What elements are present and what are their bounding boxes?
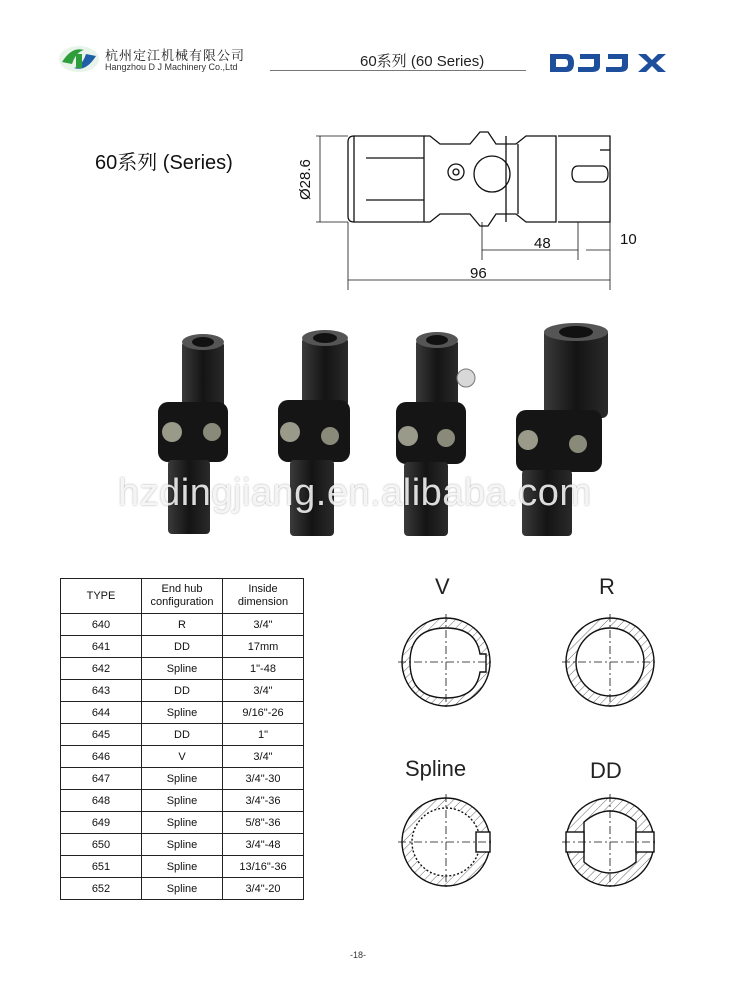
company-logo [58, 42, 100, 76]
dim-10: 10 [620, 231, 637, 248]
brand-logo [548, 50, 668, 76]
col-header-inside-dim: Inside dimension [223, 579, 304, 614]
company-name-cn: 杭州定江机械有限公司 [105, 48, 246, 63]
cell-end-hub: Spline [142, 658, 223, 680]
table-row [61, 834, 304, 856]
table-row [61, 878, 304, 900]
cell-type: 647 [61, 768, 142, 790]
cell-end-hub: Spline [142, 702, 223, 724]
cell-end-hub: Spline [142, 812, 223, 834]
cell-inside-dim: 3/4"-48 [223, 834, 304, 856]
cell-end-hub: Spline [142, 856, 223, 878]
cell-type: 643 [61, 680, 142, 702]
cell-inside-dim: 13/16"-36 [223, 856, 304, 878]
cell-type: 652 [61, 878, 142, 900]
bore-label-r: R [599, 574, 615, 599]
cell-end-hub: Spline [142, 768, 223, 790]
col-header-end-hub-line1: End hub [161, 583, 203, 595]
table-row [61, 680, 304, 702]
series-tab: 60系列 (60 Series) [360, 53, 485, 70]
table-row [61, 614, 304, 636]
cell-inside-dim: 3/4"-30 [223, 768, 304, 790]
cell-inside-dim: 3/4"-36 [223, 790, 304, 812]
dim-diameter: Ø28.6 [297, 159, 314, 200]
col-header-end-hub [142, 579, 223, 614]
cell-inside-dim: 9/16"-26 [223, 702, 304, 724]
bore-diagrams [380, 610, 710, 930]
bore-label-dd: DD [590, 758, 622, 783]
cell-end-hub: DD [142, 680, 223, 702]
cell-inside-dim: 1" [223, 724, 304, 746]
bore-label-spline: Spline [405, 756, 467, 781]
cell-inside-dim: 3/4" [223, 680, 304, 702]
cell-type: 650 [61, 834, 142, 856]
table-header-row [61, 579, 304, 614]
bore-spline [398, 794, 494, 890]
cell-type: 644 [61, 702, 142, 724]
cell-end-hub: Spline [142, 790, 223, 812]
cell-end-hub: DD [142, 636, 223, 658]
bore-v [398, 614, 494, 710]
table-row [61, 856, 304, 878]
cell-inside-dim: 17mm [223, 636, 304, 658]
table-row [61, 746, 304, 768]
cell-end-hub: DD [142, 724, 223, 746]
table-row [61, 636, 304, 658]
dim-48: 48 [534, 235, 551, 252]
cell-inside-dim: 3/4" [223, 746, 304, 768]
bore-dd [562, 794, 658, 890]
company-name-en: Hangzhou D J Machinery Co.,Ltd [105, 62, 238, 72]
technical-drawing [296, 100, 656, 300]
bore-label-v: V [435, 574, 450, 599]
bore-r [562, 614, 658, 710]
page-title: 60系列 (Series) [95, 152, 233, 174]
table-row [61, 702, 304, 724]
col-header-end-hub-line2: configuration [150, 596, 214, 608]
page-number: -18- [350, 950, 367, 960]
table-row [61, 790, 304, 812]
cell-inside-dim: 5/8"-36 [223, 812, 304, 834]
cell-type: 645 [61, 724, 142, 746]
brand-text: DJJX [548, 50, 551, 51]
cell-end-hub: Spline [142, 834, 223, 856]
watermark-text: hzdingjiang.en.alibaba.com [118, 472, 592, 514]
cell-type: 646 [61, 746, 142, 768]
cell-inside-dim: 3/4" [223, 614, 304, 636]
cell-type: 641 [61, 636, 142, 658]
dim-96: 96 [470, 265, 487, 282]
cell-end-hub: R [142, 614, 223, 636]
cell-inside-dim: 3/4"-20 [223, 878, 304, 900]
table-row [61, 724, 304, 746]
cell-type: 642 [61, 658, 142, 680]
cell-type: 640 [61, 614, 142, 636]
product-photos [130, 320, 640, 550]
cell-end-hub: Spline [142, 878, 223, 900]
cell-type: 651 [61, 856, 142, 878]
table-row [61, 812, 304, 834]
cell-inside-dim: 1"-48 [223, 658, 304, 680]
col-header-type: TYPE [61, 579, 142, 614]
cell-end-hub: V [142, 746, 223, 768]
table-row [61, 658, 304, 680]
table-row [61, 768, 304, 790]
cell-type: 649 [61, 812, 142, 834]
spec-table [60, 578, 304, 900]
cell-type: 648 [61, 790, 142, 812]
